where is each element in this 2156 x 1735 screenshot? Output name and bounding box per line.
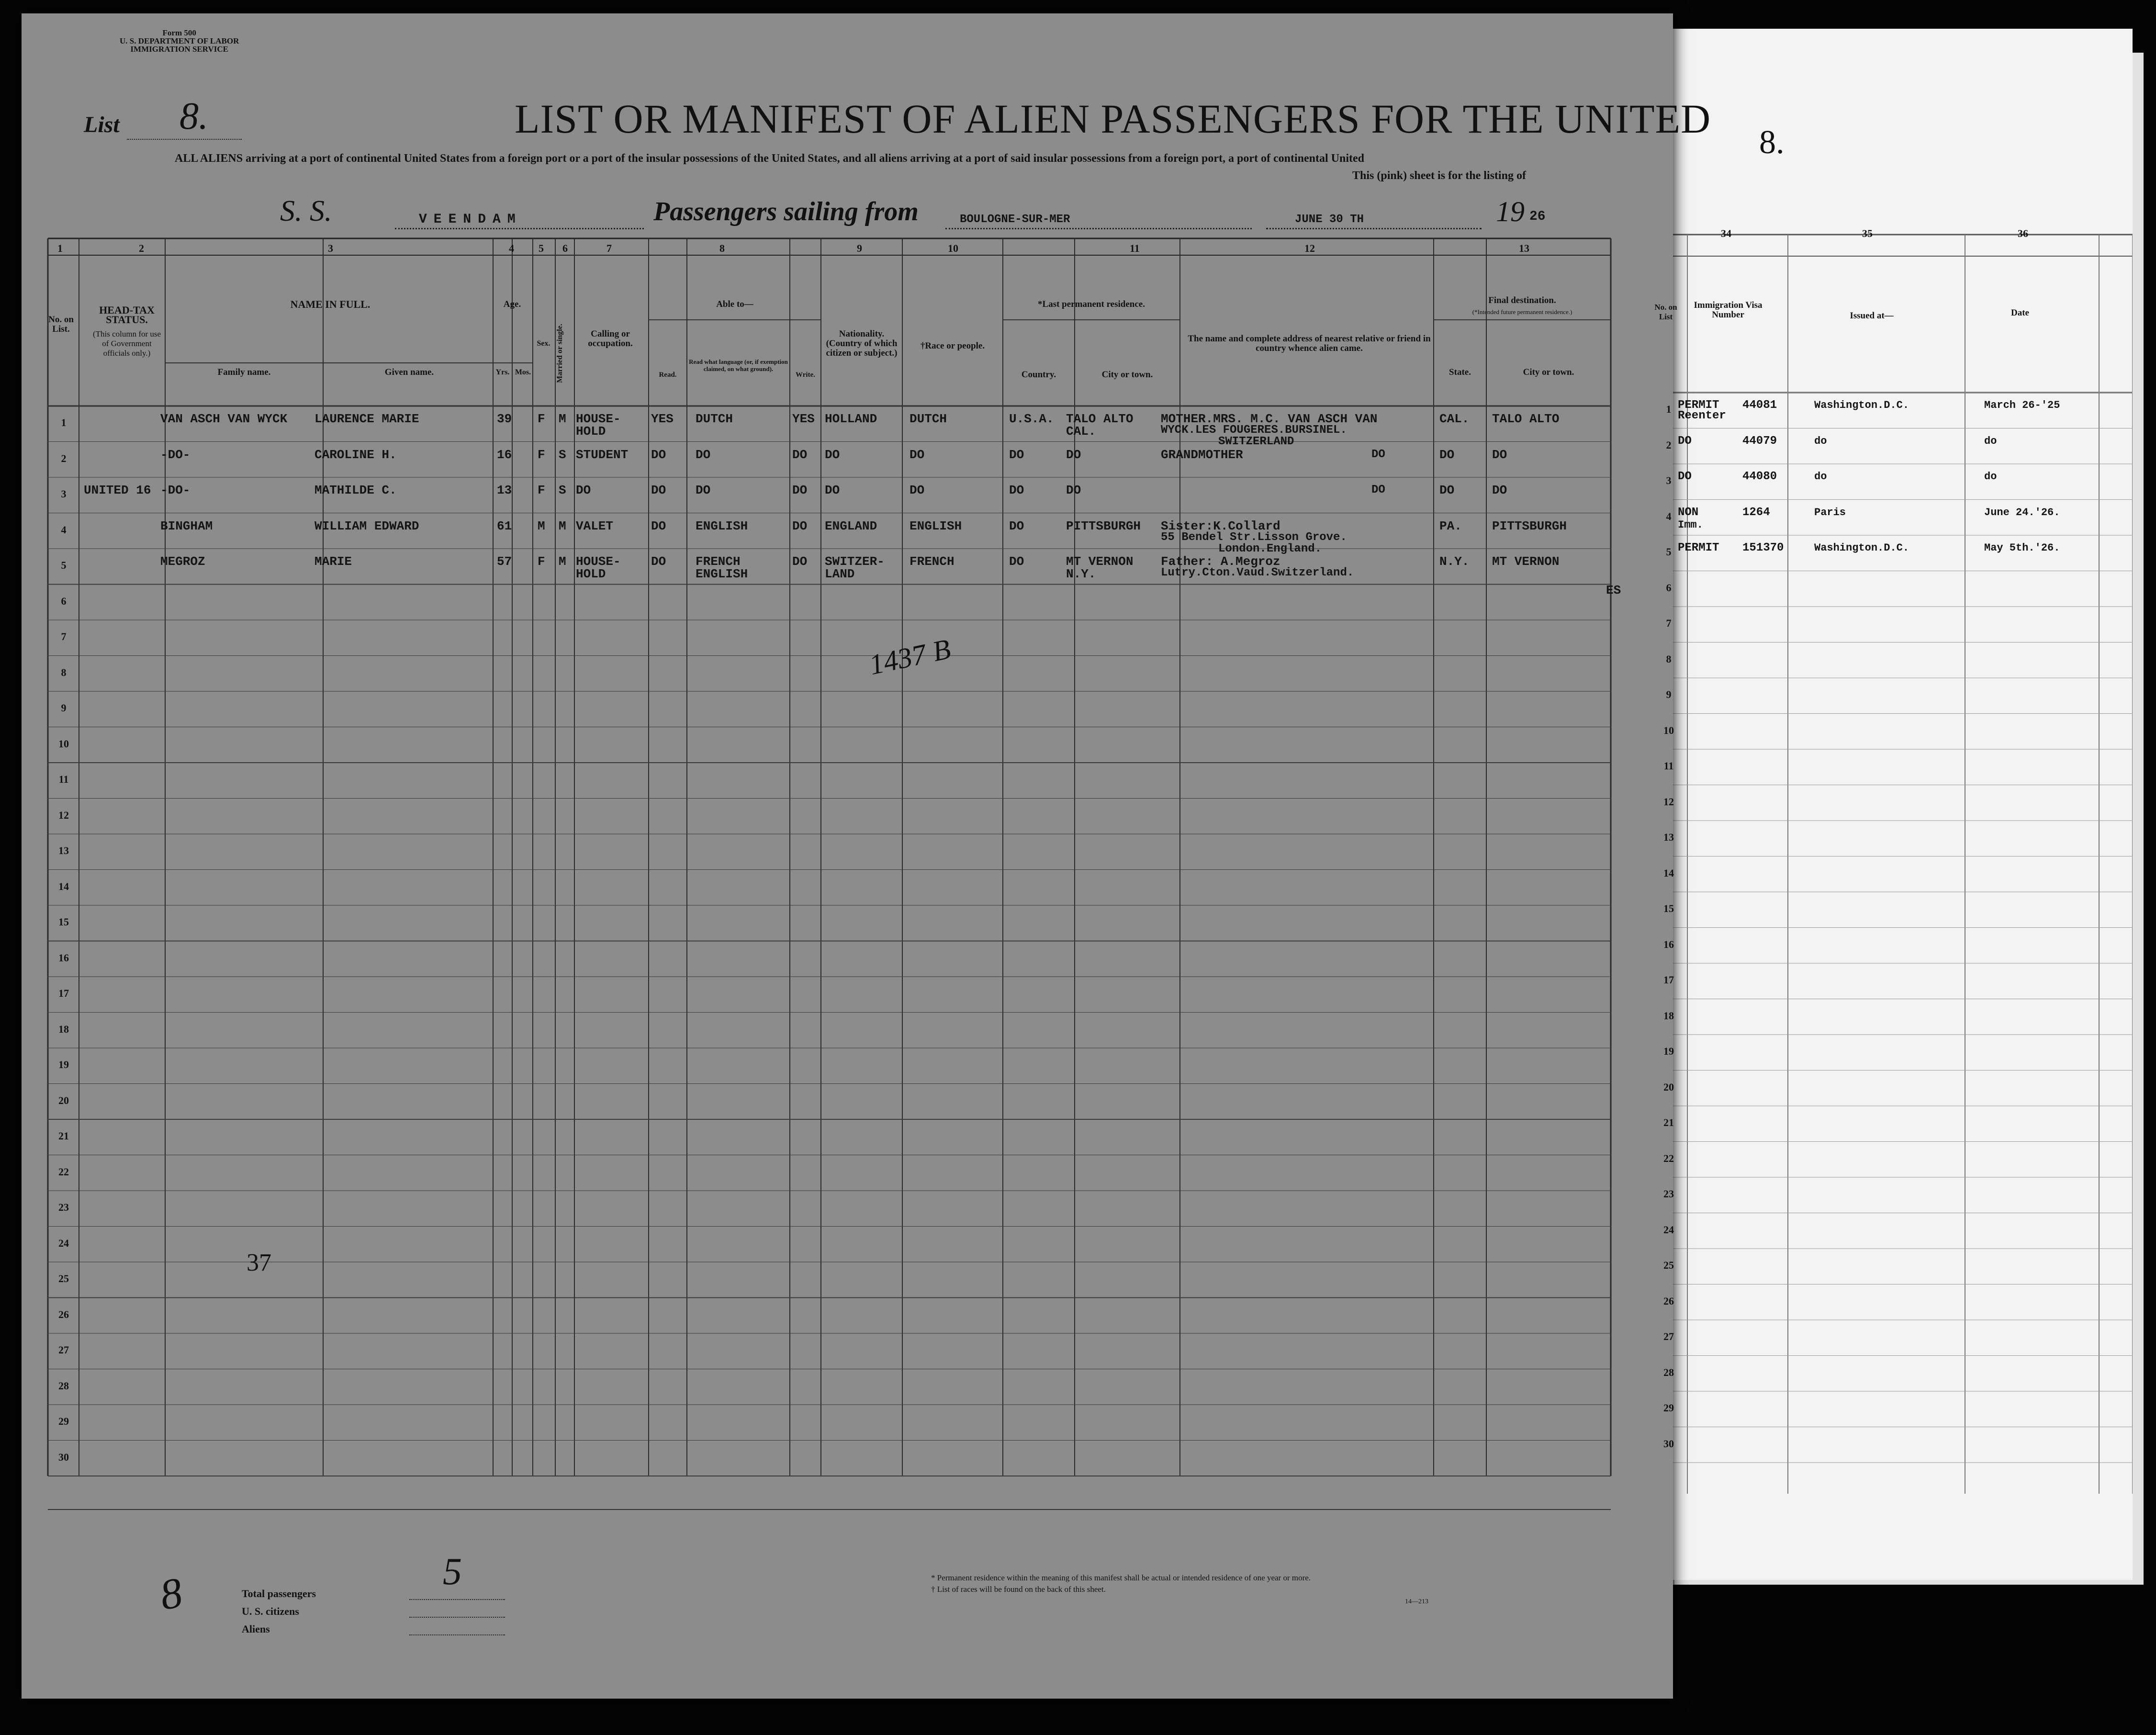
rs-visa: 44079	[1742, 434, 1777, 448]
row-number: 11	[58, 773, 69, 785]
code-37: 37	[247, 1249, 271, 1276]
rs-row-number: 30	[1663, 1437, 1674, 1450]
row-lang: DUTCH	[696, 412, 733, 426]
total-passengers-label: Total passengers	[242, 1588, 316, 1600]
row-city2: CAL.	[1066, 424, 1096, 439]
row-nationality: HOLLAND	[825, 412, 877, 426]
row-number: 30	[58, 1451, 69, 1463]
col-age: Age.	[503, 299, 521, 309]
rs-row-number: 24	[1663, 1223, 1674, 1236]
row-family: -DO-	[160, 447, 191, 462]
row-read: DO	[651, 554, 666, 569]
rs-row-number: 4	[1666, 510, 1672, 522]
row-number: 6	[61, 595, 67, 607]
row-calling: DO	[576, 483, 591, 497]
row-read: DO	[651, 483, 666, 497]
col-city: City or town.	[1101, 370, 1153, 380]
row-yrs: 16	[497, 447, 512, 462]
row-number: 18	[58, 1023, 69, 1035]
row-race: DO	[910, 483, 925, 497]
row-relative2: 55 Bendel Str.Lisson Grove.	[1161, 530, 1347, 544]
rs-row-number: 20	[1663, 1081, 1674, 1093]
row-state: DO	[1439, 447, 1455, 462]
row-number: 28	[58, 1379, 69, 1392]
row-nationality: ENGLAND	[825, 518, 877, 533]
col-calling: Calling or occupation.	[588, 329, 633, 349]
rs-row-number: 3	[1666, 474, 1672, 486]
row-dcity: DO	[1492, 483, 1507, 497]
row-city: MT VERNON	[1066, 554, 1134, 569]
rs-visa: 1264	[1742, 506, 1770, 519]
right-sheet	[1654, 29, 2133, 1580]
intro-line-1: ALL ALIENS arriving at a port of continental United States from a foreign port or a port of the insular possessions of the United States, and all aliens arriving at a port of said insular possessions from a foreign port, a port of continental United	[175, 152, 1364, 165]
row-race: ENGLISH	[910, 518, 962, 533]
row-state: CAL.	[1439, 412, 1470, 426]
rs-type: NON	[1678, 506, 1699, 519]
column-number: 8	[719, 242, 725, 254]
rs-row-number: 6	[1666, 581, 1672, 594]
rs-date: June 24.'26.	[1984, 506, 2060, 518]
row-city: DO	[1066, 483, 1081, 497]
rs-type: DO	[1678, 434, 1692, 448]
col-state: State.	[1449, 367, 1471, 377]
rs-visa: 151370	[1742, 541, 1784, 554]
row-write: DO	[792, 518, 808, 533]
row-relative3: DO	[1371, 448, 1385, 461]
manifest-grid	[22, 13, 1673, 1699]
row-relative: Father: A.Megroz	[1161, 554, 1280, 569]
rs-row-number: 16	[1663, 938, 1674, 950]
form-box	[120, 29, 239, 53]
rs-row-number: 22	[1663, 1152, 1674, 1164]
port-line	[945, 228, 1252, 229]
row-state: DO	[1439, 483, 1455, 497]
row-country: DO	[1009, 447, 1024, 462]
col-read: Read.	[659, 371, 677, 379]
row-calling: VALET	[576, 518, 614, 533]
column-number: 9	[857, 242, 862, 254]
row-yrs: 39	[497, 412, 512, 426]
column-number: 10	[948, 242, 958, 254]
row-number: 4	[61, 523, 67, 536]
column-number: 5	[539, 242, 544, 254]
col-sex: Sex.	[537, 339, 550, 348]
page-mark: 8.	[1759, 124, 1785, 161]
col-final-dest: Final destination.	[1488, 295, 1556, 305]
row-yrs: 57	[497, 554, 512, 569]
col-last-res: *Last permanent residence.	[1038, 299, 1145, 309]
total-line-3	[409, 1634, 505, 1635]
rs-row-number: 8	[1666, 653, 1672, 665]
row-calling2: HOLD	[576, 567, 606, 581]
row-race: DO	[910, 447, 925, 462]
column-number: 4	[509, 242, 514, 254]
col-city-town: City or town.	[1523, 367, 1574, 377]
row-write: DO	[792, 483, 808, 497]
column-number: 2	[139, 242, 144, 254]
row-lang: ENGLISH	[696, 518, 748, 533]
col-write: Write.	[796, 371, 815, 379]
row-read: YES	[651, 412, 674, 426]
rs-date-header: Date	[2011, 308, 2029, 318]
row-country: DO	[1009, 554, 1024, 569]
col-read-lang: Read what language (or, if exemption claimed, on what ground).	[689, 358, 788, 372]
footnote-code: 14—213	[1405, 1598, 1428, 1605]
rs-reenter: Reenter	[1678, 409, 1726, 422]
rs-column-number: 34	[1721, 227, 1731, 239]
row-given: WILLIAM EDWARD	[314, 518, 419, 533]
row-race: DUTCH	[910, 412, 947, 426]
row-read: DO	[651, 447, 666, 462]
col-family-name: Family name.	[217, 367, 271, 377]
col-country: Country.	[1021, 370, 1056, 380]
rs-row-number: 21	[1663, 1116, 1674, 1128]
sailing-label: Passengers sailing from	[653, 197, 919, 226]
row-number: 14	[58, 880, 69, 892]
rs-type: PERMIT	[1678, 399, 1719, 412]
sailing-port: BOULOGNE-SUR-MER	[960, 213, 1070, 226]
rs-type: PERMIT	[1678, 541, 1719, 554]
row-nationality: DO	[825, 483, 840, 497]
form-service: IMMIGRATION SERVICE	[130, 45, 228, 54]
row-headtax: UNITED 16	[84, 483, 151, 497]
row-dcity: MT VERNON	[1492, 554, 1560, 569]
aliens-label: Aliens	[242, 1623, 270, 1635]
row-number: 23	[58, 1201, 69, 1213]
year-value: 26	[1529, 209, 1546, 224]
rs-column-number: 36	[2018, 227, 2028, 239]
rs-row-number: 2	[1666, 439, 1672, 451]
row-relative3: London.England.	[1218, 542, 1322, 555]
ship-line	[395, 228, 644, 229]
row-number: 25	[58, 1273, 69, 1284]
row-number: 7	[61, 631, 67, 642]
row-country: DO	[1009, 483, 1024, 497]
row-family: -DO-	[160, 483, 191, 497]
rs-type: DO	[1678, 470, 1692, 483]
row-lang: DO	[696, 447, 711, 462]
footnote-2: † List of races will be found on the back of this sheet.	[931, 1585, 1106, 1594]
rs-row-number: 29	[1663, 1402, 1674, 1414]
row-dcity: TALO ALTO	[1492, 412, 1560, 426]
row-number: 26	[58, 1308, 69, 1320]
rs-row-number: 5	[1666, 546, 1672, 558]
row-relative: MOTHER.MRS. M.C. VAN ASCH VAN	[1161, 412, 1378, 426]
row-number: 8	[61, 666, 67, 678]
row-dcity: DO	[1492, 447, 1507, 462]
rs-row-number: 1	[1666, 403, 1672, 415]
column-number: 6	[562, 242, 568, 254]
row-given: CAROLINE H.	[314, 447, 397, 462]
row-relative2: WYCK.LES FOUGERES.BURSINEL.	[1161, 424, 1347, 437]
row-lang: DO	[696, 483, 711, 497]
list-label: List	[84, 112, 120, 137]
rs-row-number: 11	[1663, 760, 1674, 772]
list-number: 8.	[180, 95, 208, 137]
col-headtax-note: (This column for use of Government officials only.)	[92, 329, 161, 358]
row-number: 12	[58, 809, 69, 821]
handwritten-signature: 1437 B	[866, 632, 954, 681]
rs-date: do	[1984, 471, 1997, 483]
row-state: N.Y.	[1439, 554, 1470, 569]
column-number: 13	[1519, 242, 1529, 254]
row-sex: F	[538, 447, 545, 462]
row-calling: STUDENT	[576, 447, 629, 462]
row-nat2: LAND	[825, 567, 855, 581]
column-number: 11	[1130, 242, 1140, 254]
row-family: VAN ASCH VAN WYCK	[160, 412, 288, 426]
rs-row-number: 10	[1663, 724, 1674, 736]
row-country: U.S.A.	[1009, 412, 1054, 426]
row-yrs: 61	[497, 518, 512, 533]
rs-no-on-list: No. on List	[1654, 303, 1677, 321]
row-number: 24	[58, 1237, 69, 1249]
row-ms: M	[559, 518, 566, 533]
rs-issued: do	[1814, 471, 1827, 483]
row-lang2: ENGLISH	[696, 567, 748, 581]
col-married: Married or single.	[556, 324, 564, 383]
row-relative3: SWITZERLAND	[1218, 435, 1294, 448]
column-number: 3	[328, 242, 333, 254]
row-number: 17	[58, 987, 69, 999]
row-nationality: SWITZER-	[825, 554, 885, 569]
rs-row-number: 15	[1663, 902, 1674, 914]
rs-date: March 26-'25	[1984, 399, 2060, 411]
form-number: Form 500	[162, 28, 196, 37]
right-sheet-grid	[1654, 29, 2133, 1580]
rs-column-number: 35	[1862, 227, 1873, 239]
col-nationality: Nationality. (Country of which citizen or subject.)	[826, 329, 898, 358]
row-number: 15	[58, 916, 69, 928]
row-relative: GRANDMOTHER	[1161, 447, 1243, 462]
year-prefix: 19	[1496, 196, 1525, 227]
rs-date: do	[1984, 435, 1997, 447]
row-number: 19	[58, 1059, 69, 1070]
row-city: DO	[1066, 447, 1081, 462]
row-number: 2	[61, 452, 67, 464]
rs-row-number: 23	[1663, 1188, 1674, 1200]
column-number: 12	[1304, 242, 1315, 254]
footnote-1: * Permanent residence within the meaning of this manifest shall be actual or intended residence of one year or more.	[931, 1573, 1311, 1582]
row-number: 22	[58, 1165, 69, 1178]
ss-label: S. S.	[280, 195, 332, 227]
row-number: 5	[61, 559, 67, 571]
row-state: PA.	[1439, 518, 1462, 533]
rs-visa: 44081	[1742, 399, 1777, 412]
rs-row-number: 7	[1666, 617, 1672, 629]
row-read: DO	[651, 518, 666, 533]
intro-line-2: This (pink) sheet is for the listing of	[1352, 169, 1526, 182]
column-number: 7	[606, 242, 612, 254]
row-sex: M	[538, 518, 545, 533]
row-given: MATHILDE C.	[314, 483, 397, 497]
rs-type2: Imm.	[1678, 518, 1703, 531]
row-calling: HOUSE-	[576, 412, 621, 426]
col-mos: Mos.	[515, 368, 531, 376]
row-family: MEGROZ	[160, 554, 205, 569]
rs-issued: Paris	[1814, 506, 1846, 518]
row-yrs: 13	[497, 483, 512, 497]
footer-mark-8: 8	[156, 1568, 186, 1620]
cut-label: ES	[1606, 583, 1621, 597]
row-family: BINGHAM	[160, 518, 213, 533]
rs-row-number: 27	[1663, 1330, 1674, 1342]
rs-date: May 5th.'26.	[1984, 542, 2060, 554]
ship-name: VEENDAM	[419, 212, 522, 227]
col-race: †Race or people.	[920, 341, 985, 351]
row-number: 29	[58, 1415, 69, 1427]
row-country: DO	[1009, 518, 1024, 533]
rs-row-number: 28	[1663, 1366, 1674, 1378]
col-able-to: Able to—	[716, 299, 753, 309]
row-relative3: DO	[1371, 484, 1385, 496]
row-calling: HOUSE-	[576, 554, 621, 569]
row-number: 20	[58, 1094, 69, 1106]
row-ms: M	[559, 412, 566, 426]
rs-visa: 44080	[1742, 470, 1777, 483]
col-given-name: Given name.	[384, 367, 434, 377]
row-lang: FRENCH	[696, 554, 741, 569]
row-relative2: Lutry.Cton.Vaud.Switzerland.	[1161, 566, 1354, 579]
rs-row-number: 25	[1663, 1259, 1674, 1271]
row-city: TALO ALTO	[1066, 412, 1134, 426]
rs-issued: Washington.D.C.	[1814, 399, 1909, 411]
row-sex: F	[538, 412, 545, 426]
row-write: DO	[792, 447, 808, 462]
row-calling2: HOLD	[576, 424, 606, 439]
rs-visa-header: Immigration Visa Number	[1694, 300, 1763, 320]
row-city: PITTSBURGH	[1066, 518, 1141, 533]
rs-row-number: 17	[1663, 974, 1674, 986]
rs-issued: do	[1814, 435, 1827, 447]
col-no-on-list: No. on List.	[48, 315, 74, 334]
rs-row-number: 13	[1663, 831, 1674, 843]
row-write: YES	[792, 412, 815, 426]
row-number: 16	[58, 951, 69, 964]
rs-row-number: 19	[1663, 1045, 1674, 1057]
rs-row-number: 9	[1666, 688, 1672, 700]
col-relative: The name and complete address of nearest relative or friend in country whence alien came.	[1188, 334, 1431, 353]
us-citizens-label: U. S. citizens	[242, 1605, 299, 1617]
total-value: 5	[443, 1551, 462, 1593]
manifest-title: LIST OR MANIFEST OF ALIEN PASSENGERS FOR THE UNITED	[515, 96, 1711, 142]
row-given: MARIE	[314, 554, 352, 569]
total-line-1	[409, 1599, 505, 1600]
date-line	[1266, 228, 1482, 229]
col-headtax: HEAD-TAX STATUS.	[99, 304, 155, 326]
row-ms: S	[559, 447, 566, 462]
form-dept: U. S. DEPARTMENT OF LABOR	[120, 36, 239, 45]
row-number: 10	[58, 737, 69, 750]
list-line	[127, 139, 242, 140]
row-ms: S	[559, 483, 566, 497]
rs-row-number: 26	[1663, 1295, 1674, 1307]
row-relative: Sister:K.Collard	[1161, 518, 1280, 533]
col-name-in-full: NAME IN FULL.	[290, 298, 371, 310]
col-yrs: Yrs.	[495, 368, 510, 376]
row-sex: F	[538, 483, 545, 497]
rs-row-number: 18	[1663, 1009, 1674, 1022]
row-number: 27	[58, 1344, 69, 1356]
row-ms: M	[559, 554, 566, 569]
row-number: 1	[61, 417, 67, 428]
row-race: FRENCH	[910, 554, 954, 569]
rs-row-number: 14	[1663, 867, 1674, 879]
row-number: 9	[61, 702, 67, 714]
row-nationality: DO	[825, 447, 840, 462]
col-final-note: (*Intended future permanent residence.)	[1472, 308, 1572, 315]
column-number: 1	[57, 242, 63, 254]
row-number: 3	[61, 488, 67, 500]
row-given: LAURENCE MARIE	[314, 412, 419, 426]
row-number: 13	[58, 845, 69, 856]
row-write: DO	[792, 554, 808, 569]
row-number: 21	[58, 1130, 69, 1142]
sailing-date: JUNE 30 TH	[1295, 213, 1364, 226]
row-dcity: PITTSBURGH	[1492, 518, 1567, 533]
rs-issued: Washington.D.C.	[1814, 542, 1909, 554]
rs-row-number: 12	[1663, 795, 1674, 808]
row-sex: F	[538, 554, 545, 569]
row-city2: N.Y.	[1066, 567, 1096, 581]
total-line-2	[409, 1617, 505, 1618]
rs-issued-header: Issued at—	[1850, 311, 1894, 321]
